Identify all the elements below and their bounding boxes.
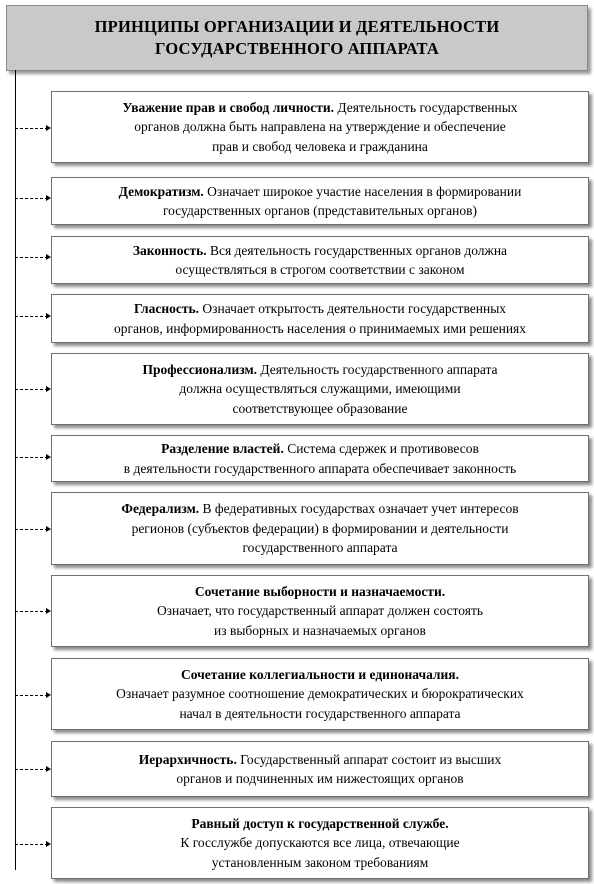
- principle-text-line: осуществляться в строгом соответствии с законом: [175, 262, 465, 277]
- principle-item: [15, 575, 590, 647]
- diagram-title-line-1: ПРИНЦИПЫ ОРГАНИЗАЦИИ И ДЕЯТЕЛЬНОСТИ: [94, 17, 500, 36]
- connector-line: [15, 695, 48, 696]
- principle-text: Государственный аппарат состоит из высших: [240, 751, 502, 767]
- principle-name: Уважение прав и свобод личности.: [122, 99, 335, 115]
- principle-first-line: [119, 182, 522, 202]
- principle-item: [15, 177, 590, 225]
- principle-item: [15, 91, 590, 163]
- principle-item: [15, 658, 590, 730]
- principle-item: [15, 435, 590, 482]
- principle-text-line: из выборных и назначаемых органов: [214, 622, 426, 638]
- principle-first-line: [122, 98, 517, 118]
- principle-text-line: в деятельности государственного аппарата обеспечивает законность: [123, 460, 517, 476]
- principle-item: [15, 353, 590, 425]
- principle-name: Федерализм.: [121, 501, 200, 517]
- diagram-title-box: [6, 5, 588, 71]
- principle-text-line: должна осуществляться служащими, имеющими: [179, 381, 461, 397]
- principle-text: Система сдержек и противовесов: [287, 441, 479, 456]
- principle-first-line: [181, 665, 459, 685]
- principle-text-line: органов, информированность населения о принимаемых ими решениях: [113, 320, 526, 336]
- principle-text-line: начал в деятельности государственного аппарата: [179, 705, 461, 721]
- principle-text-line: прав и свобод человека и гражданина: [212, 138, 428, 154]
- principle-text-line: государственных органов (представительных органов): [162, 203, 478, 218]
- principle-text: Означает открытость деятельности государственных: [202, 301, 507, 316]
- principle-text-line: установленным законом требованиям: [211, 854, 429, 870]
- principle-first-line: [121, 499, 518, 519]
- principle-name: Иерархичность.: [138, 751, 237, 767]
- principle-text-line: органов должна быть направлена на утверждение и обеспечение: [134, 119, 506, 135]
- connector-line: [15, 611, 48, 612]
- principle-box: [51, 91, 589, 163]
- principle-name: Законность.: [132, 242, 207, 258]
- principle-first-line: [133, 241, 507, 261]
- principle-name: Профессионализм.: [142, 361, 258, 377]
- principle-first-line: [161, 439, 479, 459]
- principle-box: [51, 741, 589, 797]
- connector-line: [15, 316, 48, 317]
- principle-name: Сочетание коллегиальности и единоначалия.: [181, 666, 459, 682]
- connector-line: [15, 457, 48, 458]
- diagram-title-line-2: ГОСУДАРСТВЕННОГО АППАРАТА: [155, 39, 439, 58]
- connector-line: [15, 389, 48, 390]
- connector-line: [15, 529, 48, 530]
- principle-first-line: [191, 814, 448, 834]
- principle-name: Разделение властей.: [161, 441, 284, 456]
- principle-first-line: [139, 750, 501, 770]
- connector-line: [15, 769, 48, 770]
- principle-name: Демократизм.: [118, 183, 204, 199]
- principle-box: [51, 177, 589, 225]
- connector-line: [15, 198, 48, 199]
- principle-text-line: государственного аппарата: [242, 540, 398, 556]
- principle-box: [51, 353, 589, 425]
- principle-text-line: регионов (субъектов федерации) в формировании и деятельности: [131, 520, 509, 536]
- principle-box: [51, 807, 589, 879]
- principle-text: В федеративных государствах означает учет интересов: [202, 501, 519, 517]
- principle-first-line: [134, 299, 506, 319]
- principle-text: Деятельность государственных: [337, 99, 518, 115]
- connector-line: [15, 257, 48, 258]
- principle-box: [51, 435, 589, 482]
- principle-item: [15, 807, 590, 879]
- principle-text: Вся деятельность государственных органов должна: [209, 242, 508, 258]
- principle-box: [51, 575, 589, 647]
- principle-name: Гласность.: [133, 301, 200, 316]
- principle-name: Равный доступ к государственной службе.: [191, 815, 449, 831]
- principle-item: [15, 236, 590, 284]
- principle-text: Деятельность государственного аппарата: [260, 361, 498, 377]
- principle-item: [15, 741, 590, 797]
- principle-text-line: К госслужбе допускаются все лица, отвечающие: [180, 835, 460, 851]
- principle-text: Означает широкое участие населения в формировании: [207, 183, 522, 199]
- connector-line: [15, 128, 48, 129]
- principle-first-line: [142, 360, 497, 380]
- principle-text-line: соответствующее образование: [232, 400, 408, 416]
- principle-box: [51, 236, 589, 284]
- principle-item: [15, 294, 590, 343]
- principle-box: [51, 492, 589, 565]
- principle-text-line: Означает разумное соотношение демократических и бюрократических: [116, 686, 524, 702]
- principle-item: [15, 492, 590, 565]
- connector-line: [15, 844, 48, 845]
- principle-text-line: органов и подчиненных им нижестоящих органов: [176, 771, 464, 786]
- principle-text-line: Означает, что государственный аппарат должен состоять: [156, 603, 484, 619]
- principle-box: [51, 658, 589, 730]
- principle-first-line: [195, 582, 445, 602]
- principle-name: Сочетание выборности и назначаемости.: [194, 583, 446, 599]
- principle-box: [51, 294, 589, 343]
